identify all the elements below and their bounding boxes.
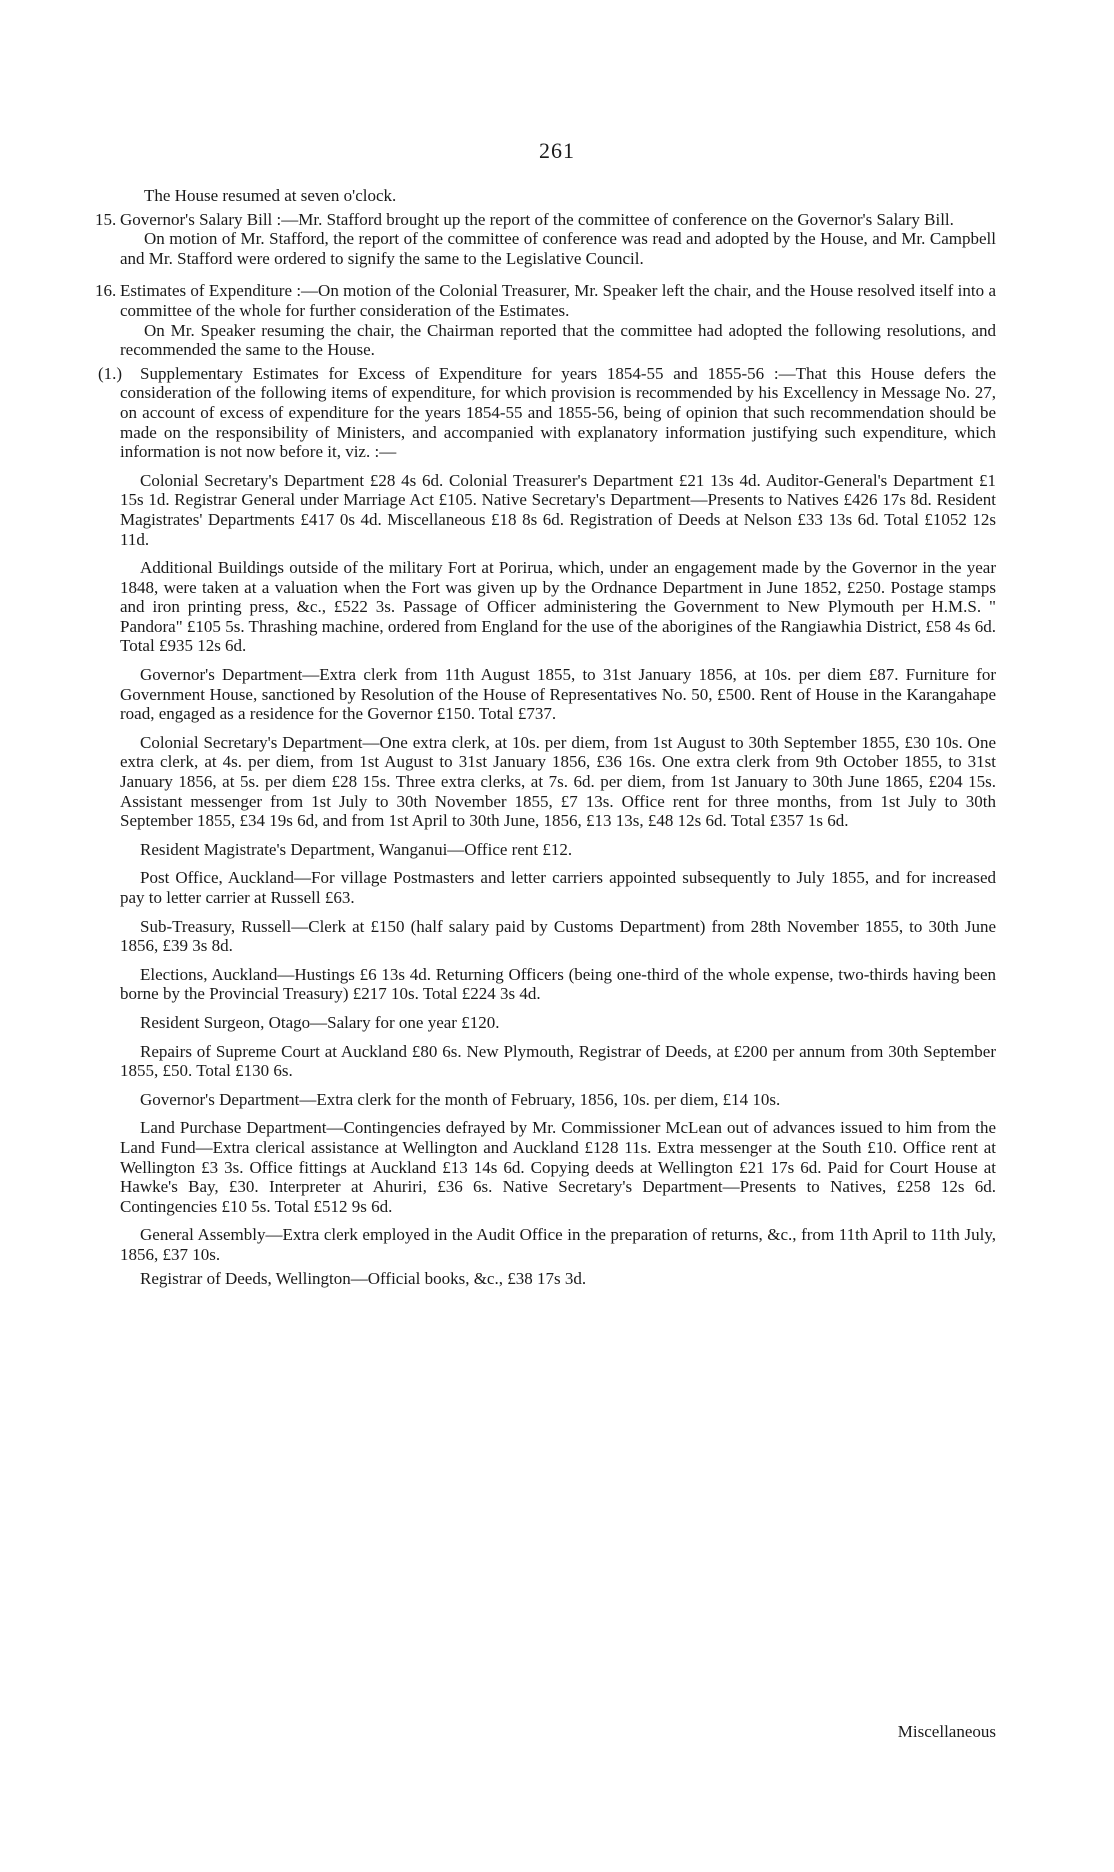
item-16 <box>95 281 996 360</box>
item-number: 16. <box>95 281 117 301</box>
item-15-text: Governor's Salary Bill :—Mr. Stafford brought up the report of the committee of conference on the Governor's Salary Bill. <box>120 209 954 229</box>
expenditure-paragraph: Additional Buildings outside of the military Fort at Porirua, which, under an engagement made by the Governor in the year 1848, were taken at a valuation when the Fort was given up by the Ordnance Department in June 1852, £250. Postage stamps and iron printing press, &c., £522 3s. Passage of Officer administering the Government to New Plymouth per H.M.S. " Pandora" £105 5s. Thrashing machine, ordered from England for the use of the aborigines of the Rangiawhia District, £58 4s 6d. Total £935 12s 6d. <box>120 558 996 656</box>
expenditure-paragraph: Repairs of Supreme Court at Auckland £80 6s. New Plymouth, Registrar of Deeds, at £200 per annum from 30th September 1855, £50. Total £130 6s. <box>120 1041 996 1081</box>
expenditure-paragraph: Resident Magistrate's Department, Wanganui—Office rent £12. <box>140 839 573 859</box>
page-content <box>95 186 996 1288</box>
resolution-1 <box>98 363 996 462</box>
item-number: 15. <box>95 209 117 229</box>
expenditure-paragraph: Governor's Department—Extra clerk for the month of February, 1856, 10s. per diem, £14 10s. <box>140 1089 781 1109</box>
item-15 <box>95 209 996 269</box>
expenditure-paragraph: Land Purchase Department—Contingencies defrayed by Mr. Commissioner McLean out of advances issued to him from the Land Fund—Extra clerical assistance at Wellington and Auckland £128 11s. Extra messenger at the South £10. Office rent at Wellington £3 3s. Office fittings at Auckland £13 14s 6d. Copying deeds at Wellington £21 17s 6d. Paid for Court House at Hawke's Bay, £30. Interpreter at Ahuriri, £36 6s. Native Secretary's Department—Presents to Natives, £258 12s 6d. Contingencies £10 5s. Total £512 9s 6d. <box>120 1118 996 1216</box>
expenditure-paragraph: Post Office, Auckland—For village Postmasters and letter carriers appointed subsequently to July 1855, and for increased pay to letter carrier at Russell £63. <box>120 868 996 907</box>
item-16-paragraph-2: On Mr. Speaker resuming the chair, the Chairman reported that the committee had adopted the following resolutions, and recommended the same to the House. <box>120 320 996 360</box>
resolution-1-text: Supplementary Estimates for Excess of Expenditure for years 1854-55 and 1855-56 :—That this House defers the consideration of the following items of expenditure, for which provision is recommended by his Excellency in Message No. 27, on account of excess of expenditure for the years 1854-55 and 1855-56, being of opinion that such recommendation should be made on the responsibility of Ministers, and accompanied with explanatory information justifying such expenditure, which information is not now before it, viz. :— <box>120 363 996 462</box>
expenditure-paragraph: Elections, Auckland—Hustings £6 13s 4d. Returning Officers (being one-third of the whole expense, two-thirds having been borne by the Provincial Treasury) £217 10s. Total £224 3s 4d. <box>120 964 996 1004</box>
expenditure-paragraph: Colonial Secretary's Department £28 4s 6d. Colonial Treasurer's Department £21 13s 4d. Auditor-General's Department £1 15s 1d. Registrar General under Marriage Act £105. Native Secretary's Department—Presents to Natives £426 17s 8d. Resident Magistrates' Departments £417 0s 4d. Miscellaneous £18 8s 6d. Registration of Deeds at Nelson £33 13s 6d. Total £1052 12s 11d. <box>120 470 996 549</box>
expenditure-paragraph: Sub-Treasury, Russell—Clerk at £150 (half salary paid by Customs Department) from 28th November 1855, to 30th June 1856, £39 3s 8d. <box>120 916 996 956</box>
expenditure-paragraph: Colonial Secretary's Department—One extra clerk, at 10s. per diem, from 1st August to 30th September 1855, £30 10s. One extra clerk, at 4s. per diem, from 1st August to 31st January 1856, £36 16s. One extra clerk from 9th October 1855, to 31st January 1856, at 5s. per diem £28 15s. Three extra clerks, at 7s. 6d. per diem, from 1st January to 30th June 1865, £204 15s. Assistant messenger from 1st July to 30th November 1855, £7 13s. Office rent for three months, from 1st July to 30th September 1855, £34 19s 6d, and from 1st April to 30th June, 1856, £13 13s, £48 12s 6d. Total £357 1s 6d. <box>120 732 996 831</box>
expenditure-paragraph: Registrar of Deeds, Wellington—Official books, &c., £38 17s 3d. <box>140 1268 587 1288</box>
resolution-label: (1.) <box>98 363 123 383</box>
expenditure-paragraph: General Assembly—Extra clerk employed in the Audit Office in the preparation of returns, &c., from 11th April to 11th July, 1856, £37 10s. <box>120 1225 996 1264</box>
house-resumed-note: The House resumed at seven o'clock. <box>144 186 397 205</box>
item-16-text: Estimates of Expenditure :—On motion of the Colonial Treasurer, Mr. Speaker left the chair, and the House resolved itself into a committee of the whole for further consideration of the Estimates. <box>120 281 996 320</box>
catchword: Miscellaneous <box>897 1722 996 1741</box>
item-15-paragraph-2: On motion of Mr. Stafford, the report of the committee of conference was read and adopted by the House, and Mr. Campbell and Mr. Stafford were ordered to signify the same to the Legislative Council. <box>120 229 996 268</box>
page-number: 261 <box>539 138 575 163</box>
expenditure-paragraph: Resident Surgeon, Otago—Salary for one year £120. <box>140 1012 500 1032</box>
expenditure-paragraph: Governor's Department—Extra clerk from 11th August 1855, to 31st January 1856, at 10s. per diem £87. Furniture for Government House, sanctioned by Resolution of the House of Representatives No. 50, £500. Rent of House in the Karangahape road, engaged as a residence for the Governor £150. Total £737. <box>120 665 996 724</box>
